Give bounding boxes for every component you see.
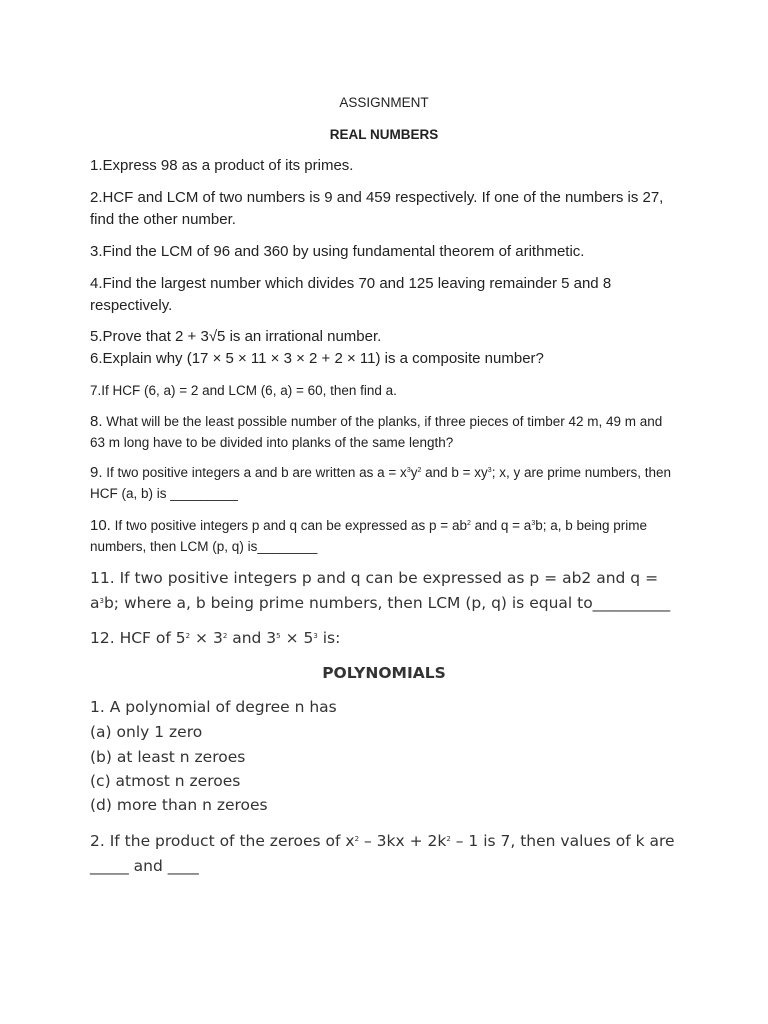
question-9-text-a: If two positive integers a and b are written as a = x bbox=[102, 465, 407, 480]
question-8-number: 8. bbox=[90, 413, 103, 430]
poly-question-2-text-b: – 3kx + 2k bbox=[359, 832, 447, 850]
section-title-real-numbers: REAL NUMBERS bbox=[329, 127, 439, 142]
question-9-sup-3: 3 bbox=[487, 467, 492, 474]
poly-question-2 bbox=[90, 829, 680, 879]
question-10-text-a: If two positive integers p and q can be expressed as p = ab bbox=[110, 518, 467, 533]
question-10-text-b: and q = a bbox=[470, 518, 532, 533]
question-12-sup-4: 3 bbox=[313, 632, 318, 640]
question-10-number: 10. bbox=[90, 517, 111, 534]
question-12-text-d: × 5 bbox=[280, 629, 314, 647]
question-1: 1.Express 98 as a product of its primes. bbox=[90, 157, 354, 174]
question-5: 5.Prove that 2 + 3√5 is an irrational number. bbox=[90, 328, 382, 345]
question-4: 4.Find the largest number which divides 70 and 125 leaving remainder 5 and 8 respectively. bbox=[90, 275, 612, 314]
question-12 bbox=[90, 626, 680, 651]
question-9-text-c: and b = xy bbox=[421, 465, 488, 480]
poly-question-2-text-a: 2. If the product of the zeroes of x bbox=[90, 832, 355, 850]
question-7: 7.If HCF (6, a) = 2 and LCM (6, a) = 60, then find a. bbox=[90, 383, 397, 398]
question-8-text: What will be the least possible number of the planks, if three pieces of timber 42 m, 49 m and 63 m long have to be divided into planks of the same length? bbox=[90, 414, 663, 450]
question-10 bbox=[90, 515, 680, 557]
question-8 bbox=[90, 411, 680, 453]
question-9-sup-1: 3 bbox=[406, 467, 411, 474]
poly-question-1-option-a: (a) only 1 zero bbox=[90, 723, 203, 741]
question-9-number: 9. bbox=[90, 464, 103, 481]
poly-question-2-text-c: – 1 is 7, then values of k are _____ and ____ bbox=[90, 832, 675, 875]
question-11-sup: 3 bbox=[99, 597, 104, 605]
poly-question-2-sup-1: 2 bbox=[354, 835, 360, 843]
poly-question-1: 1. A polynomial of degree n has bbox=[90, 698, 337, 716]
question-10-sup-2: 3 bbox=[531, 520, 536, 527]
poly-question-1-option-d: (d) more than n zeroes bbox=[90, 796, 268, 814]
question-9 bbox=[90, 462, 680, 504]
question-6: 6.Explain why (17 × 5 × 11 × 3 × 2 + 2 × 11) is a composite number? bbox=[90, 350, 544, 367]
question-10-sup-1: 2 bbox=[466, 520, 471, 527]
question-12-sup-3: 5 bbox=[276, 632, 281, 640]
question-12-text-a: 12. HCF of 5 bbox=[90, 629, 186, 647]
question-11 bbox=[90, 566, 680, 616]
question-9-sup-2: 2 bbox=[417, 467, 422, 474]
section-title-polynomials: POLYNOMIALS bbox=[322, 664, 446, 682]
question-3: 3.Find the LCM of 96 and 360 by using fundamental theorem of arithmetic. bbox=[90, 243, 585, 260]
poly-question-1-option-b: (b) at least n zeroes bbox=[90, 748, 246, 766]
question-9-text-d: ; x, y are prime numbers, then HCF (a, b) is _________ bbox=[90, 465, 672, 501]
question-9-text-b: y bbox=[410, 465, 418, 480]
question-12-text-c: and 3 bbox=[227, 629, 277, 647]
question-2: 2.HCF and LCM of two numbers is 9 and 459 respectively. If one of the numbers is 27, find the other number. bbox=[90, 189, 664, 228]
question-10-text-c: b; a, b being prime numbers, then LCM (p, q) is________ bbox=[90, 518, 648, 554]
question-11-text-a: If two positive integers p and q can be expressed as p = ab2 and q = a bbox=[90, 569, 659, 612]
question-11-number: 11. bbox=[90, 569, 115, 587]
poly-question-2-sup-2: 2 bbox=[446, 835, 451, 843]
question-12-text-e: is: bbox=[317, 629, 341, 647]
poly-question-1-option-c: (c) atmost n zeroes bbox=[90, 772, 241, 790]
assignment-heading: ASSIGNMENT bbox=[339, 95, 429, 110]
question-12-sup-1: 2 bbox=[185, 632, 191, 640]
question-11-text-b: b; where a, b being prime numbers, then LCM (p, q) is equal to__________ bbox=[103, 594, 671, 612]
question-12-text-b: × 3 bbox=[190, 629, 223, 647]
question-12-sup-2: 2 bbox=[222, 632, 228, 640]
